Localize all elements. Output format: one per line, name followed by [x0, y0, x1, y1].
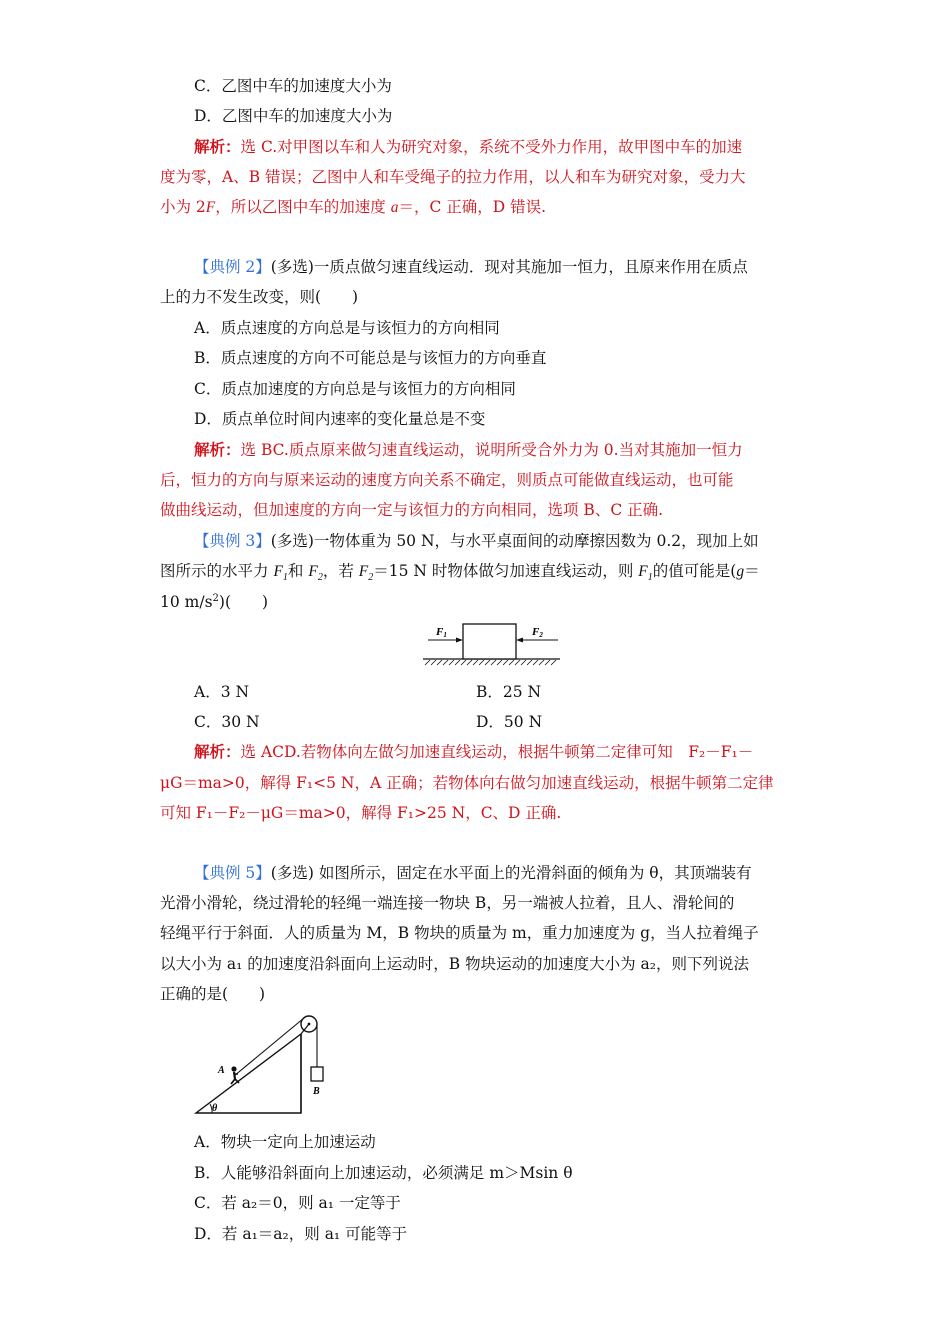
analysis-label: 解析：	[194, 742, 241, 761]
analysis-line: 做曲线运动，但加速度的方向一定与该恒力的方向相同，选项 B、C 正确.	[160, 501, 664, 519]
var-f2: $F_2$	[358, 563, 374, 584]
f2-arrowhead	[516, 638, 523, 643]
analysis-line: 后，恒力的方向与原来运动的速度方向关系不确定，则质点可能做直线运动，也可能	[160, 471, 734, 489]
analysis-line	[194, 741, 753, 763]
label-b: B	[313, 1086, 320, 1097]
superscript: 2	[212, 592, 219, 604]
f1-arrowhead	[456, 638, 463, 643]
block-force-figure	[420, 618, 565, 670]
var-f2: $F_2$	[308, 563, 323, 584]
analysis-line: 度为零，A、B 错误；乙图中人和车受绳子的拉力作用，以人和车为研究对象，受力大	[160, 168, 746, 186]
option-d: D．乙图中车的加速度大小为	[194, 107, 393, 125]
analysis-label: 解析：	[194, 137, 241, 156]
stem-text: (多选) 如图所示，固定在水平面上的光滑斜面的倾角为 θ，其顶端装有	[270, 864, 752, 882]
incline-pulley-figure	[190, 1012, 330, 1120]
option-a: A．物块一定向上加速运动	[194, 1133, 376, 1151]
option-b: B．质点速度的方向不可能总是与该恒力的方向垂直	[194, 349, 547, 367]
text: ，所以乙图中车的加速度	[215, 198, 391, 216]
text: 10 m/s	[160, 593, 213, 611]
option-b: B．人能够沿斜面向上加速运动，必须满足 m＞Msin θ	[194, 1164, 573, 1182]
theta-label: θ	[212, 1103, 218, 1114]
text: )( )	[218, 593, 269, 611]
example3-stem	[160, 591, 790, 613]
analysis-label: 解析：	[194, 440, 241, 459]
analysis-line: μG＝ma>0，解得 F₁<5 N，A 正确；若物体向右做匀加速直线运动，根据牛顿第二定律	[160, 774, 774, 792]
stem-text: (多选)一物体重为 50 N，与水平桌面间的动摩擦因数为 0.2，现加上如	[270, 532, 759, 550]
option-c: C．质点加速度的方向总是与该恒力的方向相同	[194, 380, 516, 398]
example5-stem: 正确的是( )	[160, 985, 266, 1003]
f1-label: F1	[436, 626, 447, 639]
text: 小为 2	[160, 198, 206, 216]
example3-stem	[160, 560, 790, 583]
f2-label: F2	[532, 626, 543, 639]
person-a	[231, 1066, 239, 1084]
block	[463, 624, 516, 659]
option-a: A．3 N	[194, 683, 250, 701]
example5-stem: 轻绳平行于斜面．人的质量为 M，B 物块的质量为 m，重力加速度为 g，当人拉着绳子	[160, 924, 759, 942]
ground-hatch	[425, 660, 556, 665]
analysis-line	[160, 196, 790, 219]
text: ＝	[744, 562, 760, 580]
text: 和	[287, 562, 309, 580]
stem-text: (多选)一质点做匀速直线运动．现对其施加一恒力，且原来作用在质点	[270, 258, 748, 276]
option-a: A．质点速度的方向总是与该恒力的方向相同	[194, 319, 500, 337]
example-tag: 【典例 5】	[194, 864, 271, 882]
text: ＝15 N 时物体做匀加速直线运动，则	[373, 562, 639, 580]
text: ，若	[322, 562, 359, 580]
option-d: D．50 N	[476, 713, 543, 731]
text: 的值可能是(	[652, 562, 737, 580]
option-c: C．若 a₂＝0，则 a₁ 一定等于	[194, 1194, 401, 1212]
text: ＝，C 正确，D 错误.	[398, 198, 547, 216]
incline	[196, 1034, 301, 1113]
var-f1: $F_1$	[273, 563, 288, 584]
example5-stem: 以大小为 a₁ 的加速度沿斜面向上运动时，B 物块运动的加速度大小为 a₂，则下列说法	[160, 955, 750, 973]
example5-stem	[194, 862, 752, 884]
analysis-line	[194, 439, 743, 461]
var-g: g	[736, 563, 745, 580]
analysis-text: 选 BC.质点原来做匀速直线运动，说明所受合外力为 0.当对其施加一恒力	[240, 441, 743, 459]
option-c: C．乙图中车的加速度大小为	[194, 77, 392, 95]
analysis-text: 选 C.对甲图以车和人为研究对象，系统不受外力作用，故甲图中车的加速	[240, 138, 743, 156]
var-a: a	[390, 199, 399, 216]
var-f1: $F_1$	[638, 563, 653, 584]
example-tag: 【典例 3】	[194, 532, 271, 550]
option-d: D．若 a₁＝a₂，则 a₁ 可能等于	[194, 1225, 408, 1243]
text: 图所示的水平力	[160, 562, 274, 580]
analysis-line	[194, 136, 742, 158]
analysis-line: 可知 F₁－F₂－μG＝ma>0，解得 F₁>25 N，C、D 正确.	[160, 804, 562, 822]
example-tag: 【典例 2】	[194, 258, 271, 276]
block-b	[311, 1067, 323, 1081]
example3-stem	[194, 530, 759, 552]
analysis-text: 选 ACD.若物体向左做匀加速直线运动，根据牛顿第二定律可知 F₂－F₁－	[240, 743, 754, 761]
example2-stem: 上的力不发生改变，则( )	[160, 288, 359, 306]
option-d: D．质点单位时间内速率的变化量总是不变	[194, 410, 486, 428]
example2-stem	[194, 256, 748, 278]
label-a: A	[218, 1065, 225, 1076]
var-f: F	[205, 199, 216, 216]
option-c: C．30 N	[194, 713, 260, 731]
rope-incline	[234, 1018, 304, 1076]
example5-stem: 光滑小滑轮，绕过滑轮的轻绳一端连接一物块 B，另一端被人拉着，且人、滑轮间的	[160, 894, 735, 912]
option-b: B．25 N	[476, 683, 542, 701]
